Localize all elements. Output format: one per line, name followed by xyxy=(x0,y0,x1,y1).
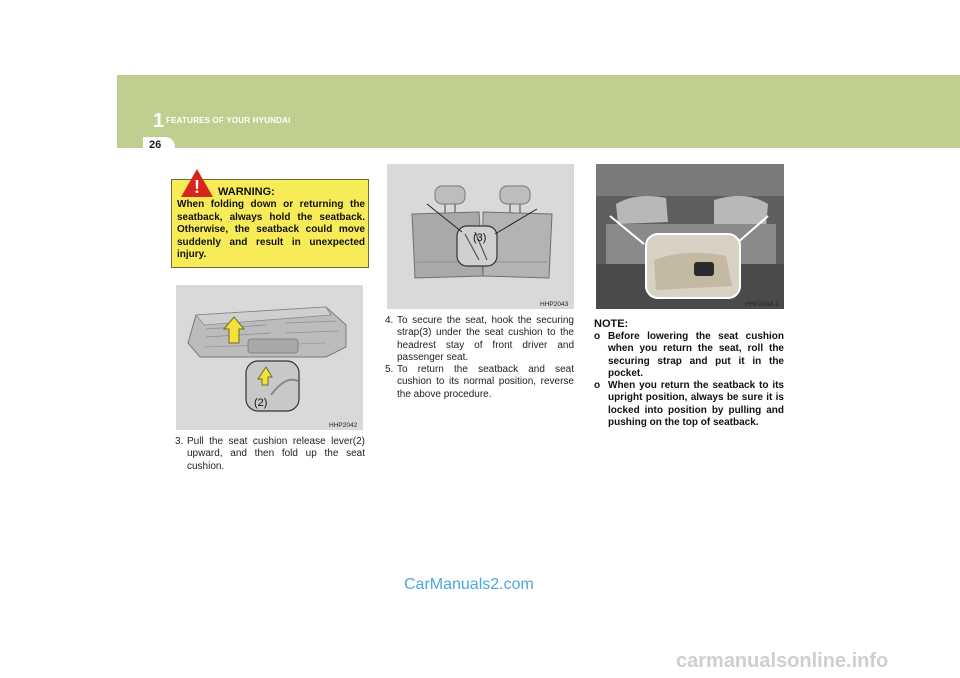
steps-4-5 xyxy=(385,315,574,401)
securing-strap-illustration xyxy=(387,164,574,309)
figure-seat-cushion-lever xyxy=(176,285,363,430)
note-list xyxy=(594,331,784,429)
note-item-2 xyxy=(594,380,784,429)
warning-box xyxy=(171,179,369,268)
page-number: 26 xyxy=(149,139,162,151)
note-item-2-text: When you return the seatback to its upright position, always be sure it is locked into position by pulling and pushing on the top of seatback. xyxy=(608,380,784,429)
step-3 xyxy=(175,436,365,473)
note-title: NOTE: xyxy=(594,318,629,330)
figure-code-hhp2043-1: HHP2043-1 xyxy=(745,301,779,308)
seat-cushion-illustration xyxy=(176,285,363,430)
step-3-number: 3. xyxy=(175,436,184,447)
note-item-1 xyxy=(594,331,784,380)
watermark-carmanualsonline[interactable]: carmanualsonline.info xyxy=(676,650,889,672)
warning-triangle-icon xyxy=(180,168,214,198)
figure-callout-2: (2) xyxy=(254,397,268,409)
figure-code-hhp2042: HHP2042 xyxy=(329,422,358,429)
figure-code-hhp2043: HHP2043 xyxy=(540,301,569,308)
chapter-title: FEATURES OF YOUR HYUNDAI xyxy=(166,116,291,125)
strap-pocket-photo xyxy=(596,164,784,309)
figure-callout-3: (3) xyxy=(473,232,487,244)
step-5 xyxy=(385,364,574,401)
header-band xyxy=(117,75,960,148)
note-item-1-text: Before lowering the seat cushion when you return the seat, roll the securing strap and put it in the pocket. xyxy=(608,331,784,379)
step-4-text: To secure the seat, hook the securing strap(3) under the seat cushion to the headrest stay of front driver and passenger seat. xyxy=(397,315,574,363)
watermark-carmanuals2[interactable]: CarManuals2.com xyxy=(404,576,534,593)
figure-securing-strap xyxy=(387,164,574,309)
step-5-text: To return the seatback and seat cushion to its normal position, reverse the above procedure. xyxy=(397,364,574,400)
step-3-text: Pull the seat cushion release lever(2) upward, and then fold up the seat cushion. xyxy=(187,436,365,472)
step-5-number: 5. xyxy=(385,364,394,376)
warning-symbol: ! xyxy=(194,177,200,197)
step-4 xyxy=(385,315,574,364)
warning-title: WARNING: xyxy=(218,186,275,198)
step-4-number: 4. xyxy=(385,315,394,326)
warning-text: When folding down or returning the seatback, always hold the seatback. Otherwise, the seatback could move suddenly and result in unexpected injury. xyxy=(177,199,365,260)
chapter-number: 1 xyxy=(153,110,165,132)
note-bullet-1: o xyxy=(594,331,601,342)
note-bullet-2: o xyxy=(594,380,601,392)
figure-strap-pocket xyxy=(596,164,784,309)
